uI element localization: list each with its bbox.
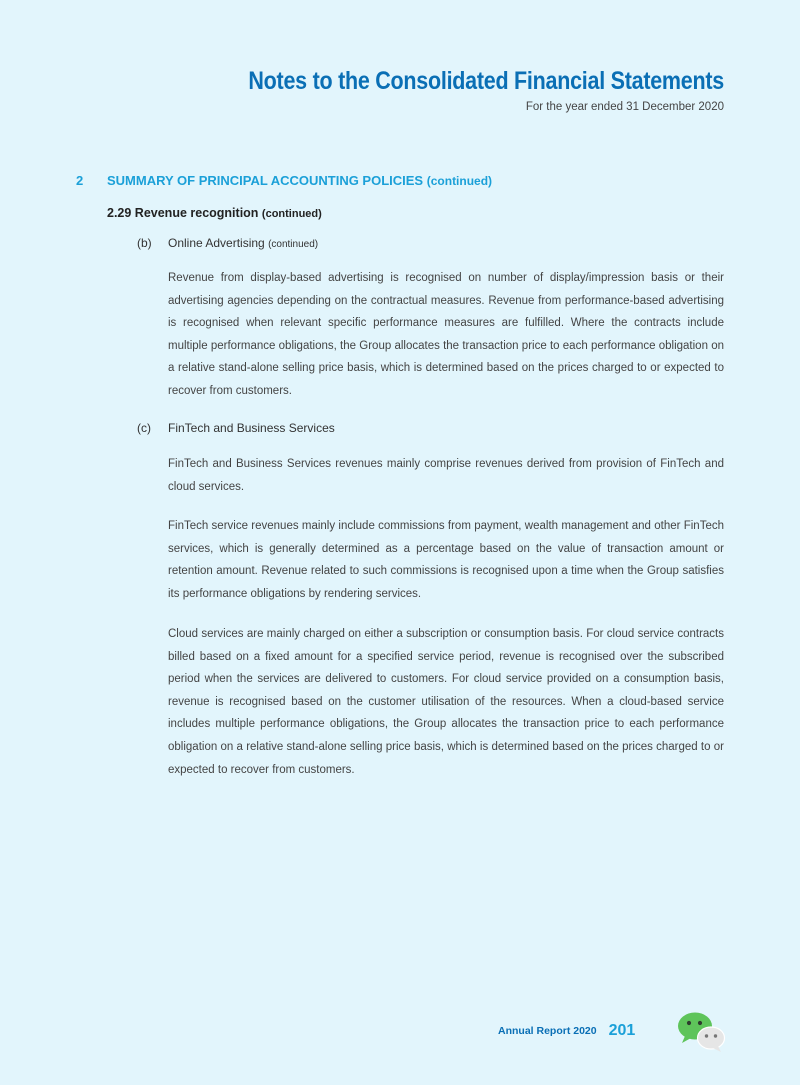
section-heading xyxy=(76,173,492,188)
page-title: Notes to the Consolidated Financial Statements xyxy=(248,67,724,95)
logo-eye-small-right xyxy=(714,1034,717,1037)
page-number: 201 xyxy=(608,1022,636,1039)
item-c-paragraph-1: FinTech and Business Services revenues mainly comprise revenues derived from provision of FinTech and cloud services. xyxy=(168,458,724,493)
item-c-paragraph-2: FinTech service revenues mainly include commissions from payment, wealth management and other FinTech services, which is generally determined as a percentage based on the value of transaction amount or retention amount. Revenue related to such commissions is recognised upon a time when the Group satisfies its performance obligations by rendering services. xyxy=(168,520,724,600)
logo-eye-right xyxy=(698,1021,702,1025)
item-b-marker: (b) xyxy=(137,236,152,250)
item-c-heading xyxy=(137,421,335,435)
logo-small-bubble xyxy=(698,1027,725,1049)
wechat-logo-icon xyxy=(676,1010,726,1052)
section-title: SUMMARY OF PRINCIPAL ACCOUNTING POLICIES xyxy=(107,173,424,188)
annual-report-label: Annual Report 2020 xyxy=(498,1025,597,1037)
section-number: 2 xyxy=(76,173,84,188)
item-b-continued: (continued) xyxy=(268,239,319,250)
page-subtitle: For the year ended 31 December 2020 xyxy=(525,101,724,113)
section-continued: (continued) xyxy=(426,174,493,188)
subsection-continued: (continued) xyxy=(261,208,322,220)
logo-eye-small-left xyxy=(705,1034,708,1037)
item-c-title: FinTech and Business Services xyxy=(168,421,335,435)
item-c-marker: (c) xyxy=(137,421,151,435)
page-footer xyxy=(498,1022,635,1040)
item-b-title: Online Advertising xyxy=(168,236,265,250)
item-b-heading xyxy=(137,236,318,250)
logo-eye-left xyxy=(687,1021,691,1025)
subsection-title: 2.29 Revenue recognition xyxy=(107,206,259,220)
item-c-paragraph-3: Cloud services are mainly charged on either a subscription or consumption basis. For cloud service contracts billed based on a fixed amount for a specified service period, revenue is recognised over the subscribed period when the services are delivered to customers. For cloud service provided on a consumption basis, revenue is recognised based on the customer utilisation of the resources. When a cloud-based service includes multiple performance obligations, the Group allocates the transaction price to each performance obligation on a relative stand-alone selling price basis, which is determined based on the prices charged to or expected to recover from customers. xyxy=(168,628,724,776)
subsection-heading xyxy=(107,206,322,220)
page-header xyxy=(171,66,724,113)
item-b-paragraph-1: Revenue from display-based advertising is recognised on number of display/impression basis or their advertising agencies depending on the contractual measures. Revenue from performance-based advertising is recognised when relevant specific performance measures are fulfilled. Where the contracts include multiple performance obligations, the Group allocates the transaction price to each performance obligation on a relative stand-alone selling price basis, which is determined based on the prices charged to or expected to recover from customers. xyxy=(168,272,724,397)
